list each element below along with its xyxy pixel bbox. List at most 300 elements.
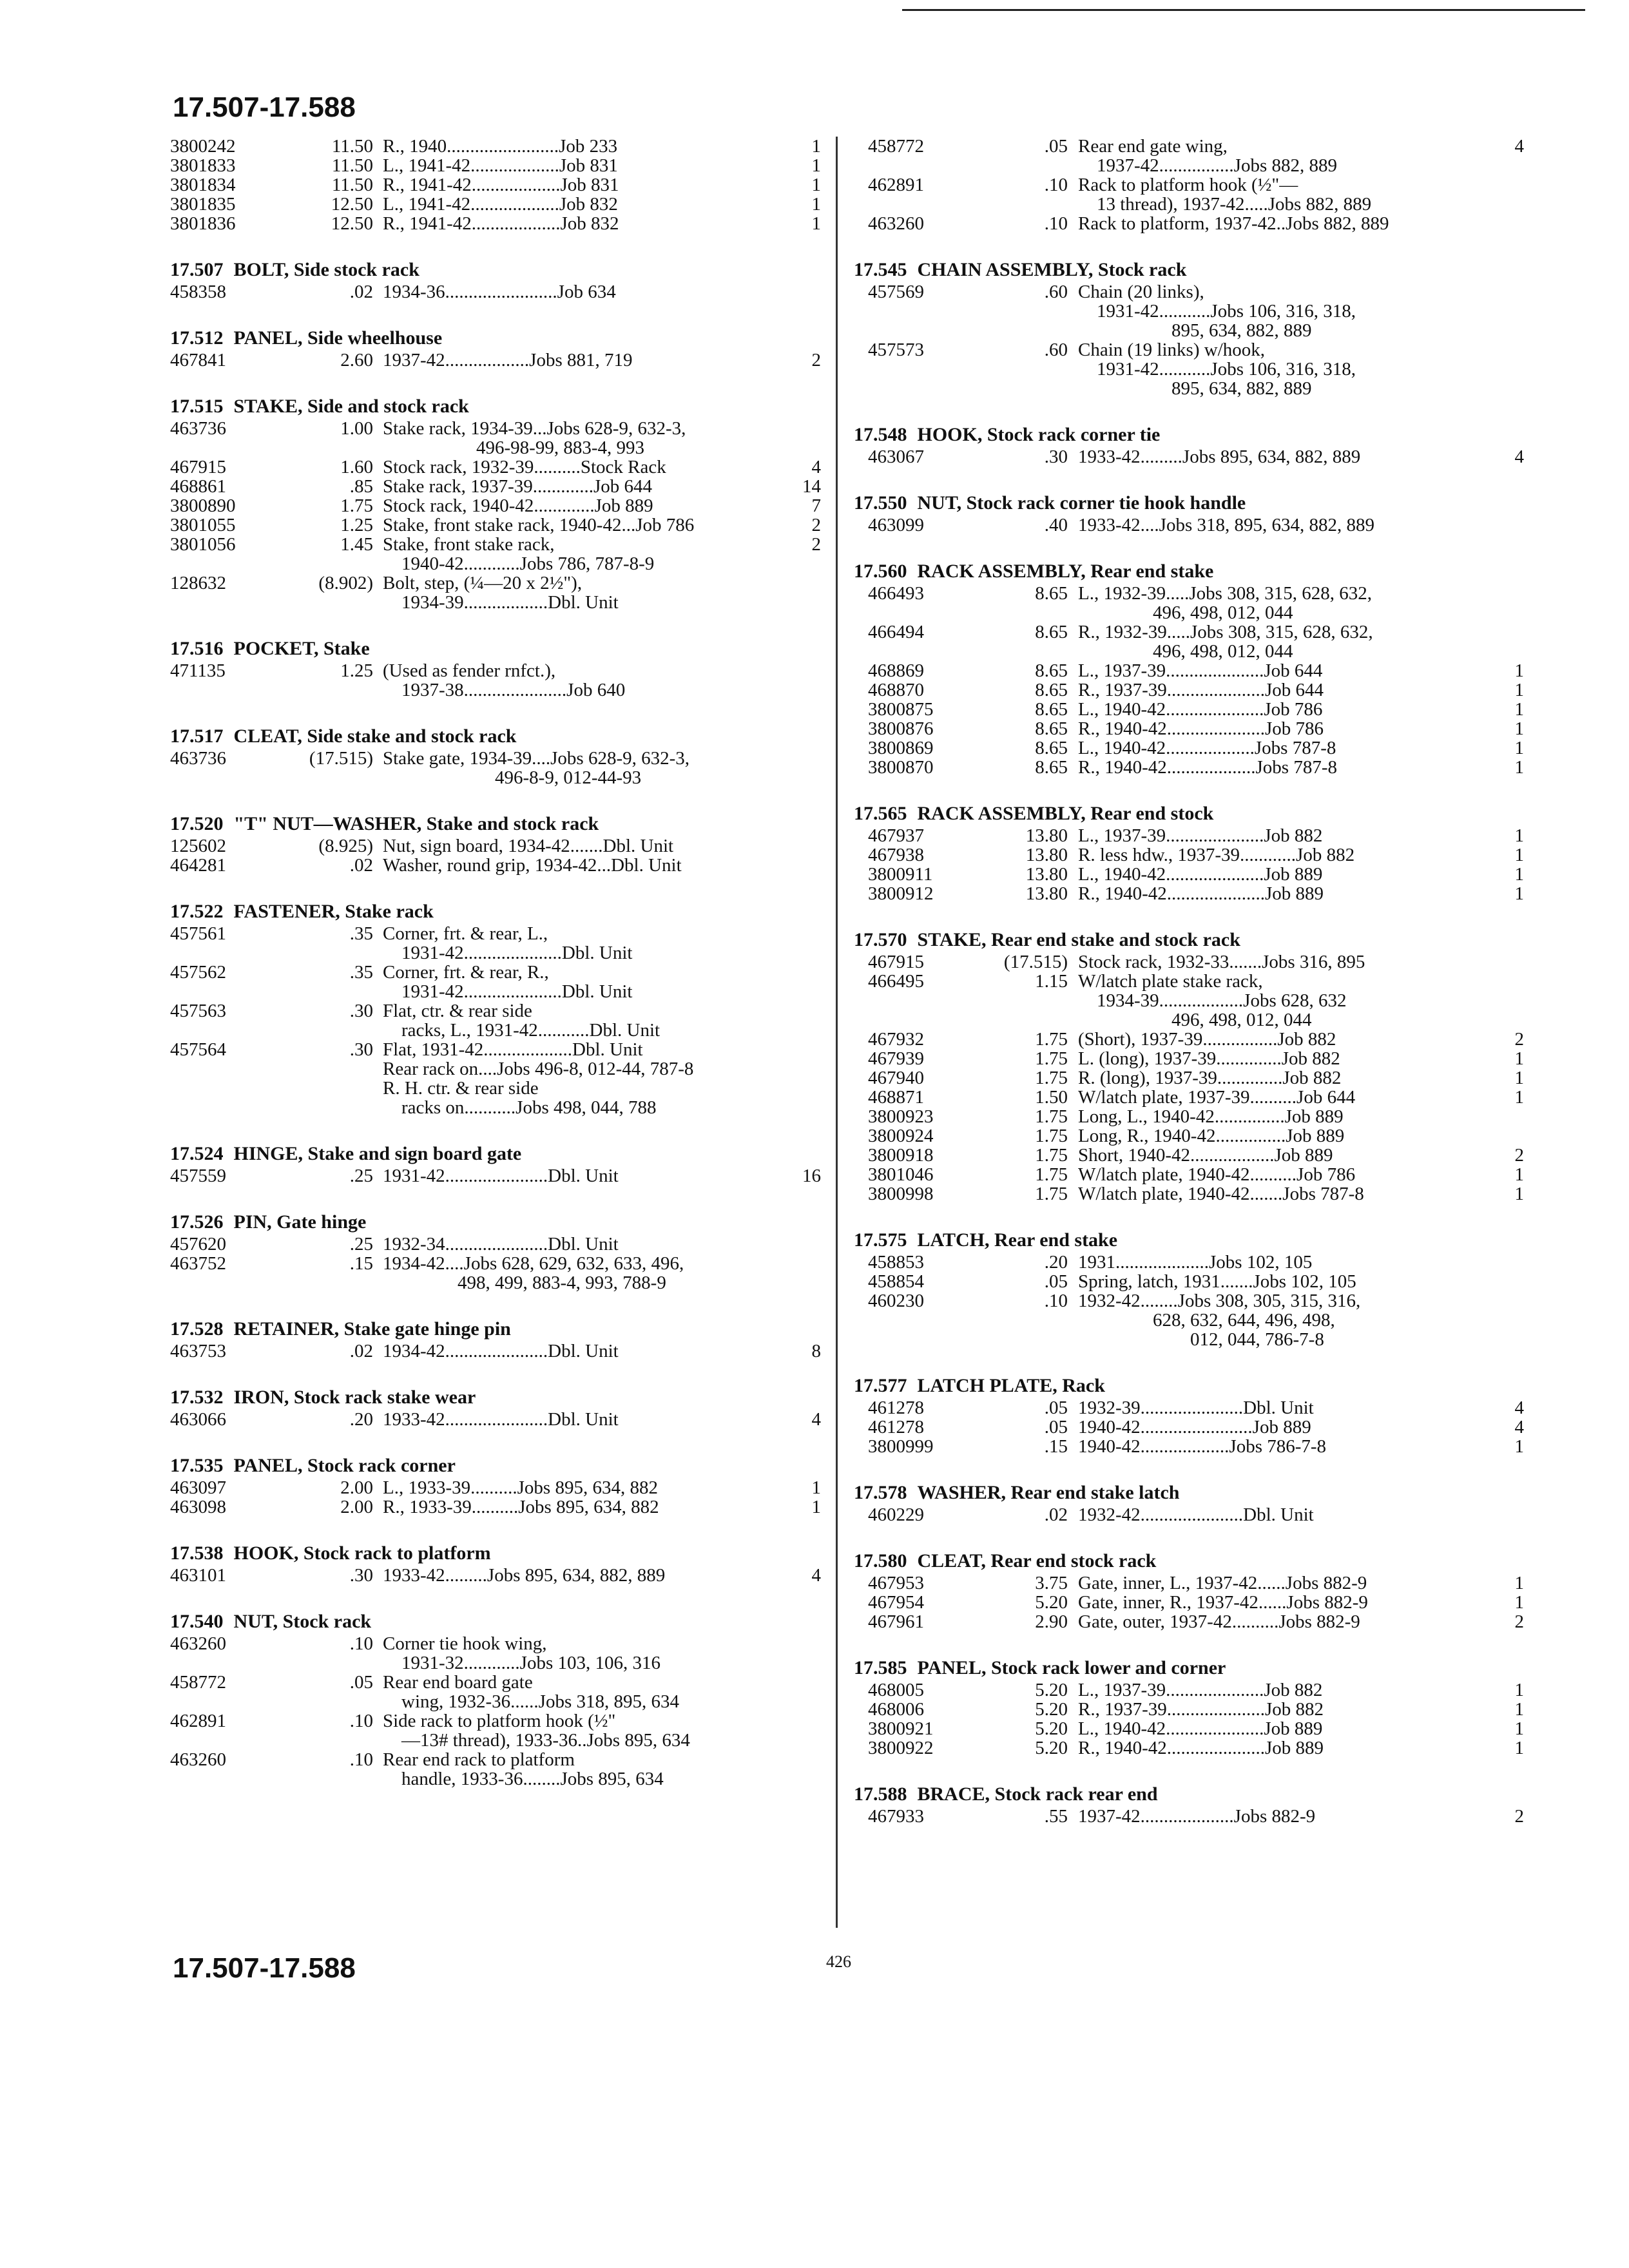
part-price: 13.80	[1025, 864, 1068, 885]
page-number: 426	[826, 1952, 851, 1971]
part-quantity: 4	[811, 1409, 821, 1430]
part-price: .02	[349, 282, 373, 302]
section-number: 17.585	[854, 1657, 907, 1678]
part-row	[170, 214, 821, 233]
section-name: CLEAT, Rear end stock rack	[917, 1550, 1157, 1571]
catalog-section	[170, 1142, 821, 1186]
part-number: 457564	[170, 1039, 226, 1060]
part-description: R., 1937-39.....................Job 644	[1078, 680, 1324, 700]
section-title	[854, 1782, 1524, 1807]
part-description: L., 1937-39.....................Job 882	[1078, 825, 1323, 846]
part-number: 457561	[170, 923, 226, 944]
right-column	[854, 137, 1524, 1850]
part-quantity: 1	[1514, 1164, 1524, 1185]
part-row	[170, 1711, 821, 1750]
part-number: 3800869	[868, 738, 934, 758]
part-quantity: 8	[811, 1341, 821, 1361]
section-title	[170, 1210, 821, 1235]
part-description: Bolt, step, (¼—20 x 2½"), 1934-39..................Dbl. Unit	[383, 573, 619, 613]
part-quantity: 2	[1514, 1806, 1524, 1827]
part-price: .02	[1044, 1504, 1068, 1525]
part-number: 462891	[170, 1711, 226, 1731]
part-description: R., 1941-42...................Job 831	[383, 175, 619, 195]
part-number: 467961	[868, 1611, 924, 1632]
part-row	[854, 865, 1524, 884]
part-description: Corner, frt. & rear, R., 1931-42.....................Dbl. Unit	[383, 962, 633, 1002]
part-description: W/latch plate, 1940-42..........Job 786	[1078, 1164, 1356, 1185]
part-row	[854, 214, 1524, 233]
section-title	[854, 1549, 1524, 1573]
section-title	[170, 724, 821, 749]
part-number: 457620	[170, 1234, 226, 1254]
part-row	[854, 952, 1524, 972]
part-number: 468006	[868, 1699, 924, 1720]
part-description: W/latch plate, 1940-42.......Jobs 787-8	[1078, 1184, 1364, 1204]
part-row	[170, 749, 821, 787]
part-row	[170, 1341, 821, 1361]
catalog-section	[854, 1374, 1524, 1456]
part-row	[854, 340, 1524, 398]
part-price: 1.75	[1035, 1145, 1068, 1166]
part-price: .10	[1044, 213, 1068, 234]
catalog-section	[170, 1454, 821, 1517]
part-row	[170, 573, 821, 612]
part-number: 467915	[170, 457, 226, 477]
part-description: 1933-42....Jobs 318, 895, 634, 882, 889	[1078, 515, 1374, 535]
part-row	[854, 845, 1524, 865]
part-price: .05	[1044, 1271, 1068, 1292]
section-number: 17.515	[170, 396, 224, 417]
part-row	[170, 661, 821, 700]
section-name: RACK ASSEMBLY, Rear end stake	[917, 561, 1214, 582]
section-title	[170, 1142, 821, 1166]
part-price: 8.65	[1035, 738, 1068, 758]
part-quantity: 1	[1514, 1680, 1524, 1700]
section-name: LATCH, Rear end stake	[917, 1229, 1118, 1251]
part-number: 467953	[868, 1573, 924, 1593]
part-price: .40	[1044, 515, 1068, 535]
section-title	[170, 1610, 821, 1634]
part-description: Gate, inner, L., 1937-42......Jobs 882-9	[1078, 1573, 1367, 1593]
part-description: L. (long), 1937-39..............Job 882	[1078, 1048, 1340, 1069]
part-row	[170, 1040, 821, 1117]
catalog-section	[854, 258, 1524, 398]
part-row	[854, 1126, 1524, 1146]
section-name: STAKE, Side and stock rack	[233, 396, 469, 417]
part-price: .35	[349, 962, 373, 983]
part-row	[854, 1088, 1524, 1107]
part-row	[854, 1253, 1524, 1272]
part-price: .10	[349, 1711, 373, 1731]
part-price: .15	[1044, 1436, 1068, 1457]
catalog-section	[170, 1385, 821, 1429]
part-quantity: 1	[1514, 1592, 1524, 1613]
section-name: RETAINER, Stake gate hinge pin	[233, 1318, 511, 1340]
part-description: 1937-42..................Jobs 881, 719	[383, 350, 633, 370]
catalog-section	[854, 559, 1524, 777]
part-price: 5.20	[1035, 1699, 1068, 1720]
section-name: PIN, Gate hinge	[233, 1211, 367, 1233]
part-price: 1.75	[1035, 1126, 1068, 1146]
part-number: 3800912	[868, 883, 934, 904]
part-price: .25	[349, 1166, 373, 1186]
part-description: L., 1937-39.....................Job 882	[1078, 1680, 1323, 1700]
part-price: 8.65	[1035, 757, 1068, 778]
part-price: .25	[349, 1234, 373, 1254]
part-quantity: 1	[1514, 1068, 1524, 1088]
page-footer-heading: 17.507-17.588	[173, 1952, 356, 1984]
catalog-section	[170, 637, 821, 700]
part-number: 467933	[868, 1806, 924, 1827]
part-number: 3800923	[868, 1106, 934, 1127]
part-price: .35	[349, 923, 373, 944]
part-quantity: 1	[1514, 864, 1524, 885]
section-name: CHAIN ASSEMBLY, Stock rack	[917, 259, 1187, 280]
section-number: 17.575	[854, 1229, 907, 1251]
part-row	[170, 1673, 821, 1711]
part-row	[854, 700, 1524, 719]
part-description: L., 1940-42...................Jobs 787-8	[1078, 738, 1336, 758]
part-number: 467932	[868, 1029, 924, 1050]
part-description: Side rack to platform hook (½" —13# thread), 1933-36..Jobs 895, 634	[383, 1711, 690, 1751]
part-price: 8.65	[1035, 718, 1068, 739]
part-price: .05	[1044, 136, 1068, 157]
part-number: 464281	[170, 855, 226, 876]
part-price: 1.75	[1035, 1164, 1068, 1185]
part-quantity: 4	[1514, 1398, 1524, 1418]
part-price: 1.25	[340, 515, 373, 535]
part-price: .30	[349, 1039, 373, 1060]
part-number: 457559	[170, 1166, 226, 1186]
catalog-section	[170, 326, 821, 370]
part-row	[854, 447, 1524, 466]
part-price: 2.00	[340, 1477, 373, 1498]
part-quantity: 1	[1514, 825, 1524, 846]
part-quantity: 1	[1514, 757, 1524, 778]
part-number: 463066	[170, 1409, 226, 1430]
part-price: .30	[1044, 447, 1068, 467]
part-number: 466493	[868, 583, 924, 604]
part-description: 1937-42....................Jobs 882-9	[1078, 1806, 1316, 1827]
catalog-section	[170, 258, 821, 302]
part-description: Rack to platform hook (½"— 13 thread), 1937-42.....Jobs 882, 889	[1078, 175, 1372, 215]
part-row	[170, 137, 821, 156]
part-description: L., 1941-42...................Job 832	[383, 194, 618, 215]
part-price: (17.515)	[309, 748, 373, 769]
part-row	[854, 1107, 1524, 1126]
part-price: 11.50	[331, 175, 373, 195]
part-row	[170, 419, 821, 457]
part-row	[854, 515, 1524, 535]
part-row	[170, 175, 821, 195]
part-quantity: 1	[811, 213, 821, 234]
part-description: Flat, ctr. & rear side racks, L., 1931-42...........Dbl. Unit	[383, 1001, 660, 1041]
part-number: 463101	[170, 1565, 226, 1586]
part-row	[854, 758, 1524, 777]
section-title	[854, 423, 1524, 447]
part-row	[170, 1566, 821, 1585]
part-row	[854, 1272, 1524, 1291]
part-quantity: 1	[1514, 660, 1524, 681]
section-number: 17.565	[854, 803, 907, 824]
part-number: 3800918	[868, 1145, 934, 1166]
catalog-section	[854, 1549, 1524, 1631]
part-quantity: 4	[1514, 136, 1524, 157]
part-description: 1931....................Jobs 102, 105	[1078, 1252, 1313, 1273]
part-row	[854, 584, 1524, 622]
part-price: .85	[349, 476, 373, 497]
part-number: 461278	[868, 1417, 924, 1437]
part-description: L., 1937-39.....................Job 644	[1078, 660, 1323, 681]
part-number: 467938	[868, 845, 924, 865]
section-number: 17.538	[170, 1542, 224, 1564]
part-price: 1.25	[340, 660, 373, 681]
part-quantity: 1	[1514, 845, 1524, 865]
part-number: 458772	[170, 1672, 226, 1693]
part-price: 11.50	[331, 136, 373, 157]
part-row	[854, 1049, 1524, 1068]
part-description: R., 1933-39..........Jobs 895, 634, 882	[383, 1497, 659, 1517]
section-name: CLEAT, Side stake and stock rack	[233, 726, 517, 747]
part-number: 3800922	[868, 1738, 934, 1758]
part-row	[854, 1068, 1524, 1088]
part-description: Stake rack, 1934-39...Jobs 628-9, 632-3, 496-98-99, 883-4, 993	[383, 418, 686, 458]
part-quantity: 1	[1514, 699, 1524, 720]
part-row	[170, 477, 821, 496]
part-number: 3801834	[170, 175, 236, 195]
part-row	[170, 856, 821, 875]
section-number: 17.520	[170, 813, 224, 834]
part-number: 458853	[868, 1252, 924, 1273]
catalog-section	[170, 394, 821, 612]
catalog-section	[854, 137, 1524, 233]
part-number: 468871	[868, 1087, 924, 1108]
part-price: 1.50	[1035, 1087, 1068, 1108]
section-name: BRACE, Stock rack rear end	[917, 1783, 1158, 1805]
part-price: 1.75	[1035, 1048, 1068, 1069]
part-row	[854, 1738, 1524, 1758]
part-row	[170, 351, 821, 370]
part-description: 1931-42......................Dbl. Unit	[383, 1166, 619, 1186]
part-description: R., 1940-42...................Jobs 787-8	[1078, 757, 1337, 778]
part-number: 3801835	[170, 194, 236, 215]
part-description: L., 1932-39.....Jobs 308, 315, 628, 632, 496, 498, 012, 044	[1078, 583, 1372, 623]
part-description: Rear end gate wing, 1937-42................Jobs 882, 889	[1078, 136, 1337, 176]
section-name: "T" NUT—WASHER, Stake and stock rack	[233, 813, 599, 834]
part-quantity: 2	[1514, 1029, 1524, 1050]
part-row	[854, 1437, 1524, 1456]
catalog-section	[170, 1317, 821, 1361]
section-number: 17.528	[170, 1318, 224, 1340]
part-number: 463260	[868, 213, 924, 234]
part-description: R., 1937-39.....................Job 882	[1078, 1699, 1324, 1720]
section-name: STAKE, Rear end stake and stock rack	[917, 929, 1240, 950]
section-number: 17.535	[170, 1455, 224, 1476]
part-row	[854, 826, 1524, 845]
part-price: 1.15	[1035, 971, 1068, 992]
section-name: NUT, Stock rack corner tie hook handle	[917, 492, 1246, 514]
part-number: 463736	[170, 418, 226, 439]
part-description: Corner tie hook wing, 1931-32............Jobs 103, 106, 316	[383, 1633, 660, 1673]
part-number: 463753	[170, 1341, 226, 1361]
part-number: 463098	[170, 1497, 226, 1517]
part-price: 8.65	[1035, 622, 1068, 642]
part-description: L., 1933-39..........Jobs 895, 634, 882	[383, 1477, 658, 1498]
part-description: 1932-42......................Dbl. Unit	[1078, 1504, 1314, 1525]
part-price: 8.65	[1035, 699, 1068, 720]
part-description: R., 1940........................Job 233	[383, 136, 618, 157]
part-number: 461278	[868, 1398, 924, 1418]
part-number: 463067	[868, 447, 924, 467]
part-description: 1933-42.........Jobs 895, 634, 882, 889	[1078, 447, 1361, 467]
part-description: W/latch plate, 1937-39..........Job 644	[1078, 1087, 1356, 1108]
part-description: 1932-39......................Dbl. Unit	[1078, 1398, 1314, 1418]
part-description: R., 1941-42...................Job 832	[383, 213, 619, 234]
part-quantity: 1	[1514, 1048, 1524, 1069]
section-title	[854, 928, 1524, 952]
section-title	[170, 326, 821, 351]
part-price: 8.65	[1035, 660, 1068, 681]
part-description: Corner, frt. & rear, L., 1931-42.....................Dbl. Unit	[383, 923, 633, 963]
section-name: PANEL, Side wheelhouse	[233, 327, 443, 349]
section-title	[854, 258, 1524, 282]
section-name: WASHER, Rear end stake latch	[917, 1482, 1180, 1503]
part-price: .10	[349, 1633, 373, 1654]
section-name: PANEL, Stock rack lower and corner	[917, 1657, 1226, 1678]
part-price: 2.00	[340, 1497, 373, 1517]
section-number: 17.516	[170, 638, 224, 659]
part-description: 1934-42....Jobs 628, 629, 632, 633, 496, 498, 499, 883-4, 993, 788-9	[383, 1253, 684, 1293]
part-price: .02	[349, 1341, 373, 1361]
part-quantity: 2	[1514, 1145, 1524, 1166]
part-price: 13.80	[1025, 883, 1068, 904]
part-description: W/latch plate stake rack, 1934-39..................Jobs 628, 632 496, 498, 012, 044	[1078, 971, 1347, 1030]
part-row	[854, 1807, 1524, 1826]
part-quantity: 2	[811, 515, 821, 535]
part-number: 463736	[170, 748, 226, 769]
part-description: L., 1941-42...................Job 831	[383, 155, 618, 176]
part-row	[854, 1291, 1524, 1349]
part-price: .55	[1044, 1806, 1068, 1827]
catalog-section	[170, 812, 821, 875]
section-number: 17.580	[854, 1550, 907, 1571]
part-row	[170, 515, 821, 535]
part-description: Washer, round grip, 1934-42...Dbl. Unit	[383, 855, 682, 876]
part-price: 1.45	[340, 534, 373, 555]
part-quantity: 1	[811, 175, 821, 195]
part-row	[854, 680, 1524, 700]
part-row	[854, 1593, 1524, 1612]
part-description: Chain (20 links), 1931-42...........Jobs 106, 316, 318, 895, 634, 882, 889	[1078, 282, 1356, 341]
part-number: 463260	[170, 1633, 226, 1654]
part-row	[854, 1612, 1524, 1631]
part-row	[854, 282, 1524, 340]
part-quantity: 14	[802, 476, 821, 497]
section-title	[854, 1481, 1524, 1505]
part-description: Flat, 1931-42...................Dbl. Unit Rear rack on....Jobs 496-8, 012-44, 787-8 R. H. ctr. & rear side racks on...........Jobs 498, 044, 788	[383, 1039, 694, 1118]
part-price: .05	[349, 1672, 373, 1693]
part-number: 460230	[868, 1291, 924, 1311]
part-row	[170, 1634, 821, 1673]
part-description: Stake rack, 1937-39.............Job 644	[383, 476, 653, 497]
part-row	[854, 884, 1524, 903]
catalog-section	[854, 491, 1524, 535]
part-description: R. less hdw., 1937-39............Job 882	[1078, 845, 1355, 865]
part-quantity: 16	[802, 1166, 821, 1186]
part-quantity: 1	[811, 1497, 821, 1517]
part-row	[170, 282, 821, 302]
part-row	[170, 496, 821, 515]
part-number: 458854	[868, 1271, 924, 1292]
part-number: 3801836	[170, 213, 236, 234]
section-name: RACK ASSEMBLY, Rear end stock	[917, 803, 1214, 824]
part-row	[854, 1398, 1524, 1418]
part-price: 3.75	[1035, 1573, 1068, 1593]
part-description: R., 1932-39.....Jobs 308, 315, 628, 632, 496, 498, 012, 044	[1078, 622, 1373, 662]
part-row	[854, 738, 1524, 758]
part-number: 463752	[170, 1253, 226, 1274]
part-number: 3800911	[868, 864, 933, 885]
part-number: 463097	[170, 1477, 226, 1498]
catalog-section	[854, 1656, 1524, 1758]
catalog-section	[170, 1541, 821, 1585]
part-number: 466495	[868, 971, 924, 992]
section-name: PANEL, Stock rack corner	[233, 1455, 456, 1476]
part-row	[854, 972, 1524, 1030]
section-name: HOOK, Stock rack to platform	[233, 1542, 491, 1564]
part-price: 1.75	[1035, 1184, 1068, 1204]
part-quantity: 7	[811, 495, 821, 516]
section-number: 17.522	[170, 901, 224, 922]
catalog-section	[170, 137, 821, 233]
section-number: 17.570	[854, 929, 907, 950]
part-description: L., 1940-42.....................Job 889	[1078, 864, 1323, 885]
section-number: 17.532	[170, 1387, 224, 1408]
section-number: 17.550	[854, 492, 907, 514]
section-title	[854, 802, 1524, 826]
part-description: R. (long), 1937-39..............Job 882	[1078, 1068, 1342, 1088]
part-quantity: 1	[811, 155, 821, 176]
catalog-section	[854, 928, 1524, 1204]
part-price: 5.20	[1035, 1680, 1068, 1700]
part-description: Stock rack, 1932-33.......Jobs 316, 895	[1078, 952, 1365, 972]
part-quantity: 1	[811, 194, 821, 215]
part-quantity: 4	[1514, 1417, 1524, 1437]
section-title	[170, 1317, 821, 1341]
part-price: .02	[349, 855, 373, 876]
part-row	[854, 661, 1524, 680]
catalog-section	[170, 724, 821, 787]
part-price: .30	[349, 1565, 373, 1586]
part-row	[854, 719, 1524, 738]
part-number: 3800998	[868, 1184, 934, 1204]
part-number: 3800870	[868, 757, 934, 778]
catalog-section	[170, 1610, 821, 1789]
part-quantity: 1	[1514, 738, 1524, 758]
catalog-section	[854, 423, 1524, 466]
section-number: 17.577	[854, 1375, 907, 1396]
part-number: 128632	[170, 573, 226, 593]
part-quantity: 1	[1514, 1738, 1524, 1758]
part-price: .05	[1044, 1417, 1068, 1437]
part-number: 460229	[868, 1504, 924, 1525]
part-description: Rear end rack to platform handle, 1933-36........Jobs 895, 634	[383, 1749, 664, 1789]
part-row	[170, 1750, 821, 1789]
part-price: .20	[1044, 1252, 1068, 1273]
part-number: 3801833	[170, 155, 236, 176]
part-row	[854, 137, 1524, 175]
section-number: 17.588	[854, 1783, 907, 1805]
